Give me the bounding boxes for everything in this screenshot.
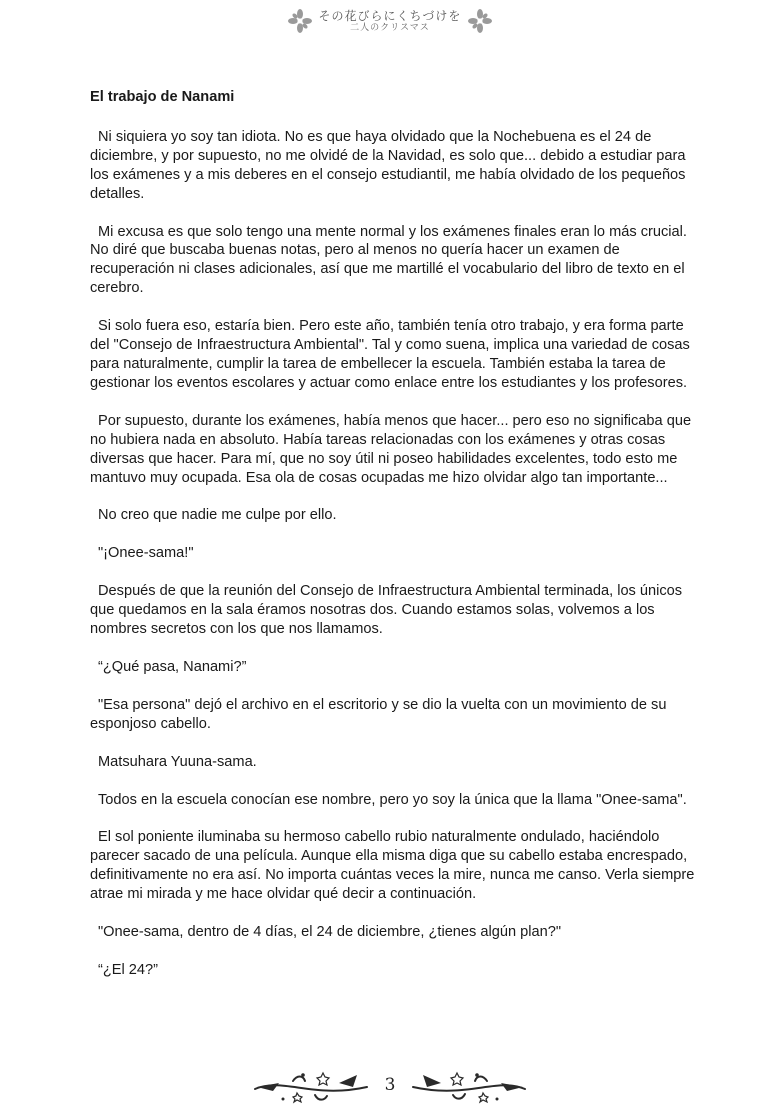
page-number: 3: [384, 1075, 396, 1095]
flower-right-icon: [467, 8, 493, 34]
paragraph: “¿Qué pasa, Nanami?”: [98, 658, 247, 675]
book-title: その花びらにくちづけを: [318, 8, 462, 23]
paragraph: El sol poniente iluminaba su hermoso cabello rubio naturalmente ondulado, haciéndolo parecer sacado de una película. Aunque ella misma diga que su cabello estaba encrespado, definitivamente no era así. No importa cuántas veces la mire, nunca me canso. Verla siempre atrae mi mirada y me hace olvidar qué decir a continuación.: [90, 829, 695, 903]
chapter-title: El trabajo de Nanami: [90, 89, 235, 105]
ornament-left-icon: [253, 1065, 371, 1105]
paragraph: Todos en la escuela conocían ese nombre, pero yo soy la única que la llama "Onee-sama".: [98, 791, 687, 808]
paragraph: No creo que nadie me culpe por ello.: [98, 507, 337, 524]
paragraph: Después de que la reunión del Consejo de Infraestructura Ambiental terminada, los únicos que quedamos en la sala éramos nosotras dos. Cuando estamos solas, volvemos a los nombres secretos con los que nos llamamos.: [90, 583, 683, 638]
paragraph: "Esa persona" dejó el archivo en el escritorio y se dio la vuelta con un movimiento de su esponjoso cabello.: [90, 696, 667, 732]
paragraph: Matsuhara Yuuna-sama.: [98, 753, 257, 770]
paragraph: "¡Onee-sama!": [98, 545, 194, 562]
paragraph: Por supuesto, durante los exámenes, había menos que hacer... pero eso no significaba que no hubiera nada en absoluto. Había tareas relacionadas con los exámenes y otras cosas diversas que hacer. Para mí, que no soy útil ni poseo habilidades excelentes, todo esto me mantuvo muy ocupada. Esa ola de cosas ocupadas me hizo olvidar algo tan importante...: [90, 412, 692, 486]
flower-left-icon: [287, 8, 313, 34]
paragraph: Si solo fuera eso, estaría bien. Pero este año, también tenía otro trabajo, y era forma parte del "Consejo de Infraestructura Ambiental". Tal y como suena, implica una variedad de cosas para naturalmente, cumplir la tarea de embellecer la escuela. También estaba la tarea de gestionar los eventos escolares y actuar como enlace entre los estudiantes y los profesores.: [90, 318, 690, 391]
paragraph: Ni siquiera yo soy tan idiota. No es que haya olvidado que la Nochebuena es el 24 de diciembre, y por supuesto, no me olvidé de la Navidad, es solo que... debido a estudiar para los exámenes y a mis deberes en el consejo estudiantil, me había olvidado de los pequeños detalles.: [90, 128, 686, 202]
paragraph: Mi excusa es que solo tengo una mente normal y los exámenes finales eran lo más crucial. No diré que buscaba buenas notas, pero al menos no quería hacer un examen de recuperación ni clases adicionales, así que me martillé el vocabulario del libro de texto en el cerebro.: [90, 223, 687, 297]
paragraph: “¿El 24?”: [98, 962, 159, 978]
document-body: [90, 88, 695, 999]
paragraph: "Onee-sama, dentro de 4 días, el 24 de diciembre, ¿tienes algún plan?": [98, 924, 562, 941]
book-subtitle: 二人のクリスマス: [350, 22, 430, 33]
page-header: [0, 4, 780, 38]
page-footer: [0, 1060, 780, 1110]
ornament-right-icon: [409, 1065, 527, 1105]
header-titles: [319, 10, 462, 33]
